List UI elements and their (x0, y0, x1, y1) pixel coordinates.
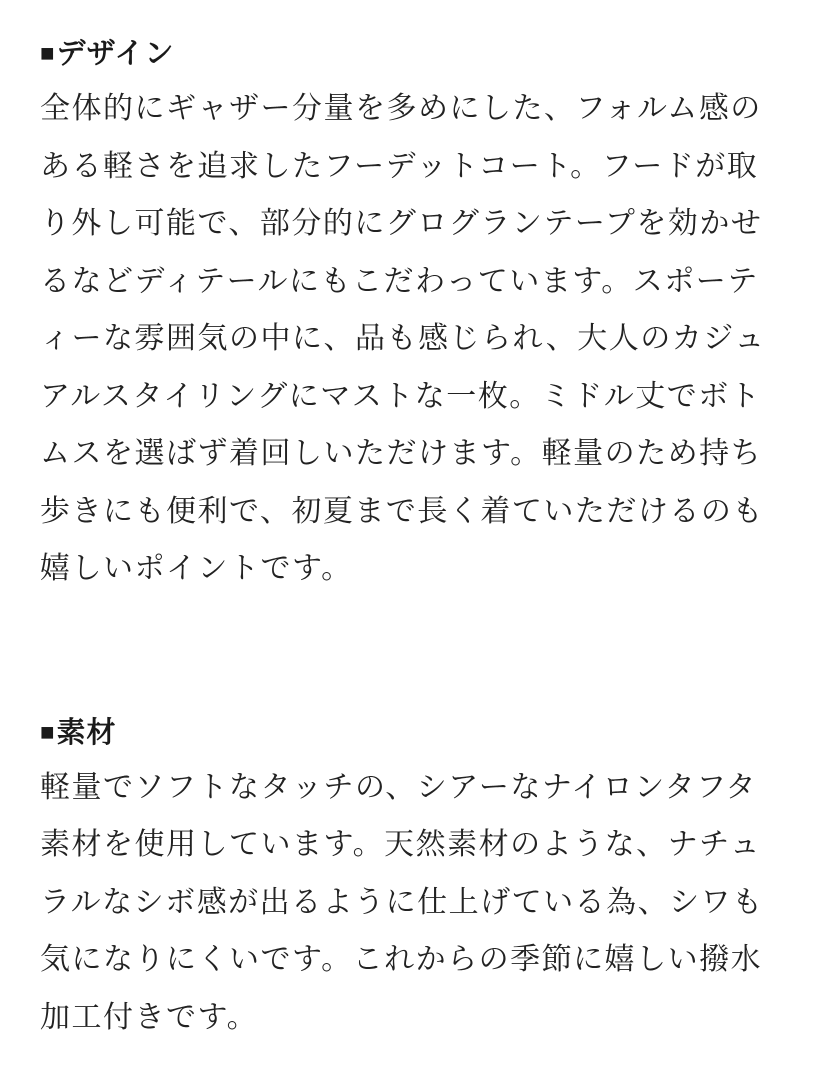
material-section-body: 軽量でソフトなタッチの、シアーなナイロンタフタ素材を使用しています。天然素材のような、ナチュラルなシボ感が出るように仕上げている為、シワも気になりにくいです。これからの季節に嬉しい撥水加工付きです。 (40, 770, 764, 1034)
square-bullet-icon: ■ (40, 718, 56, 746)
material-section (40, 713, 784, 1047)
material-section-heading (40, 713, 784, 753)
design-section-title: デザイン (56, 38, 175, 70)
design-section-body: 全体的にギャザー分量を多めにした、フォルム感のある軽さを追求したフーデットコート。フードが取り外し可能で、部分的にグログランテープを効かせるなどディテールにもこだわっています。スポーティーな雰囲気の中に、品も感じられ、大人のカジュアルスタイリングにマストな一枚。ミドル丈でボトムスを選ばず着回しいただけます。軽量のため持ち歩きにも便利で、初夏まで長く着ていただけるのも嬉しいポイントです。 (40, 92, 766, 585)
design-section (40, 34, 784, 598)
material-section-title: 素材 (56, 716, 117, 749)
square-bullet-icon: ■ (40, 40, 56, 67)
design-section-heading (40, 34, 784, 74)
